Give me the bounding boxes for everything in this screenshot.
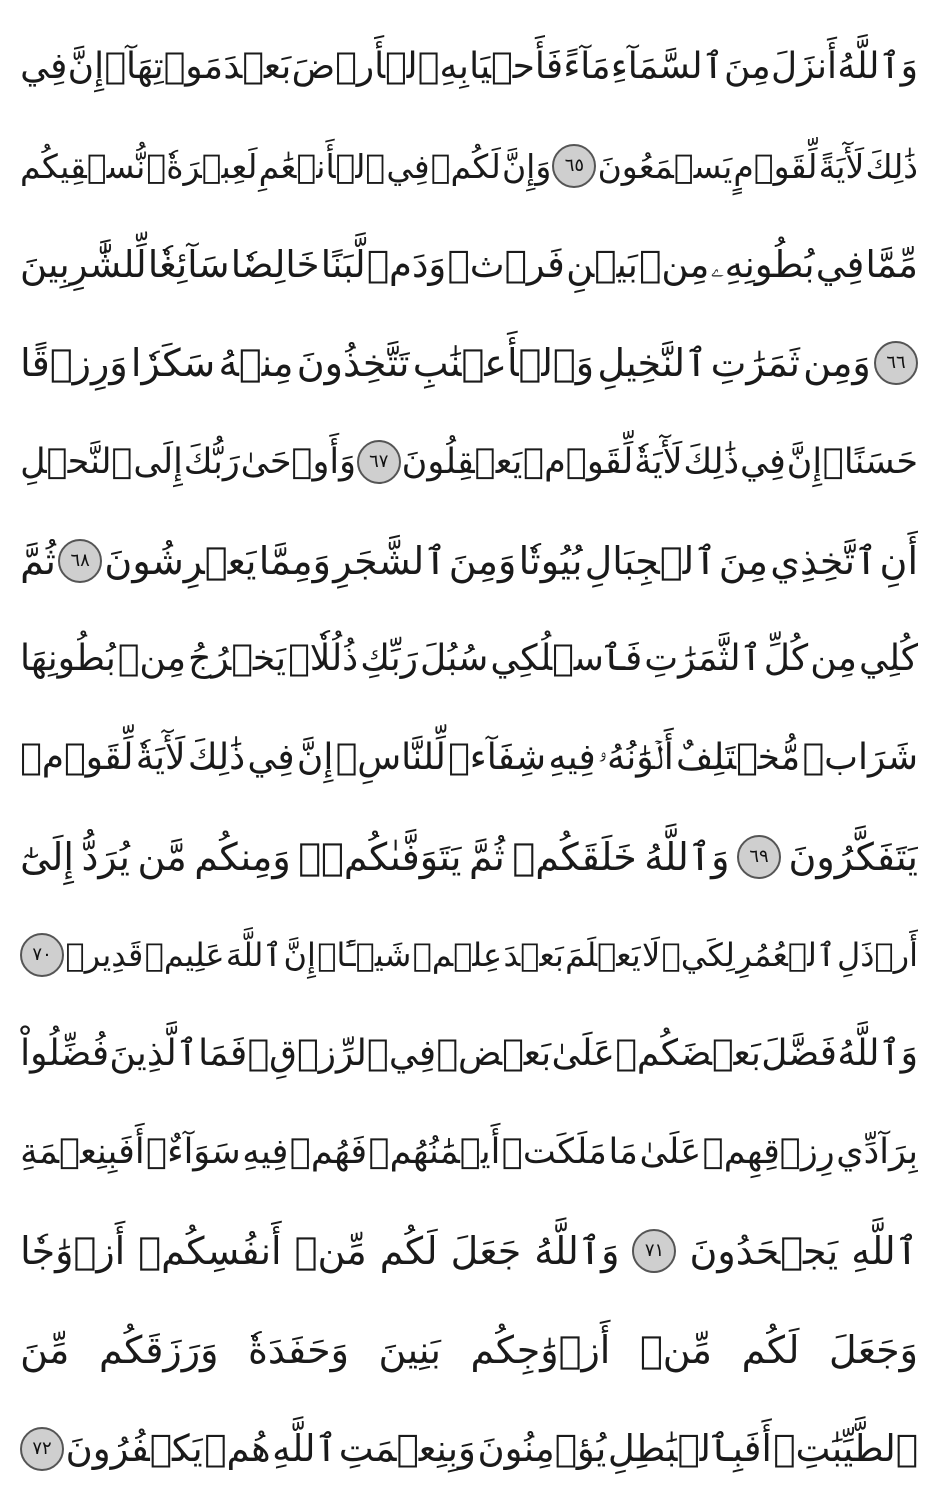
verse-line <box>20 1005 918 1104</box>
verse-word: وَٱللَّهُ <box>837 46 918 88</box>
verse-word: بَنِينَ <box>378 1328 441 1373</box>
verse-word: لَأٓيَةً <box>818 146 865 186</box>
verse-word: ٱلَّذِينَ <box>109 1033 198 1075</box>
verse-word: ثَمَرَٰتِ <box>710 341 800 386</box>
ayah-number-marker: ٦٥ <box>552 144 596 188</box>
verse-word: مَا <box>608 1132 638 1173</box>
verse-word: شِفَآءٞ <box>448 737 547 779</box>
verse-word: ٱلنَّحۡلِ <box>20 441 133 482</box>
verse-word: بَعۡضٖ <box>436 1033 552 1075</box>
verse-word: يَعۡقِلُونَ <box>401 441 523 482</box>
verse-word: فِي <box>20 46 68 88</box>
verse-word: إِلَىٰٓ <box>20 834 74 879</box>
verse-word: مِنَ <box>718 538 768 583</box>
verse-word: إِلَى <box>133 441 183 482</box>
ayah-number-marker: ٦٧ <box>357 440 401 484</box>
verse-word: وَحَفَدَةٗ <box>248 1328 349 1373</box>
verse-word: لَعِبۡرَةٗۖ <box>146 146 258 186</box>
verse-word: بِرَآدِّي <box>836 1132 918 1173</box>
ayah-number-marker: ٦٦ <box>874 341 918 385</box>
verse-word: يَجۡحَدُونَ <box>689 1229 839 1274</box>
verse-word: فِي <box>247 737 295 779</box>
verse-word: رَبُّكَ <box>183 441 240 482</box>
verse-word: لَكُم <box>379 1229 438 1274</box>
verse-word: أَفَبِنِعۡمَةِ <box>20 1132 145 1173</box>
verse-word: مُّخۡتَلِفٌ <box>676 737 801 779</box>
verse-line <box>20 18 918 117</box>
verse-lines <box>20 18 918 1498</box>
verse-line <box>20 1399 918 1498</box>
verse-word: ٱلسَّمَآءِ <box>610 46 724 88</box>
verse-word: مِنَ <box>724 46 771 88</box>
verse-word: وَجَعَلَ <box>829 1328 918 1373</box>
verse-word: رَبِّكِ <box>360 638 418 680</box>
verse-word: فَرۡثٖ <box>447 243 565 287</box>
verse-word: أَزۡوَٰجِكُم <box>470 1328 611 1373</box>
verse-word: يَعۡرِشُونَ <box>104 538 257 583</box>
verse-word: لَأٓيَةٗ <box>135 737 186 779</box>
verse-word: فِيهِ <box>548 737 596 779</box>
verse-word: مِّنۡ <box>294 1229 367 1274</box>
verse-word: فِي <box>386 146 430 186</box>
verse-word: تَتَّخِذُونَ <box>296 341 410 386</box>
verse-word: سَكَرٗا <box>130 341 216 386</box>
verse-line <box>20 906 918 1005</box>
verse-line <box>20 1301 918 1400</box>
verse-word: مِن <box>810 638 857 680</box>
verse-word: ٱلرِّزۡقِۚ <box>247 1033 389 1075</box>
verse-word: إِنَّ <box>296 737 334 779</box>
verse-word: ذَٰلِكَ <box>187 737 246 779</box>
verse-word: مِنۡهُ <box>218 341 294 386</box>
verse-word: مَلَكَتۡ <box>501 1132 607 1173</box>
verse-word: أَنزَلَ <box>770 46 838 88</box>
verse-word: وَأَوۡحَىٰ <box>240 441 356 482</box>
verse-word: فِي <box>739 441 786 482</box>
verse-word: ٱلطَّيِّبَٰتِۚ <box>773 1427 918 1471</box>
verse-word: عَلِيمٞ <box>144 936 225 975</box>
verse-word: مِّنَ <box>20 1328 70 1373</box>
verse-line <box>20 511 918 610</box>
verse-word: وَدَمٖ <box>366 243 447 287</box>
verse-word: وَمِنكُم <box>194 834 291 879</box>
verse-word: قَدِيرٞ <box>65 936 144 975</box>
verse-word: أَفَبِٱلۡبَٰطِلِ <box>607 1427 772 1471</box>
verse-word: فُضِّلُواْ <box>20 1033 110 1075</box>
verse-word: ٱلۡجِبَالِ <box>584 538 717 583</box>
verse-word: حَسَنًاۚ <box>822 441 918 482</box>
verse-word: ذَٰلِكَ <box>683 441 740 482</box>
verse-word: وَٱللَّهُ <box>644 834 730 879</box>
verse-word: مِنۢ <box>117 638 187 680</box>
verse-word: بُطُونِهَا <box>20 638 116 680</box>
verse-word: وَرِزۡقًا <box>20 341 128 386</box>
verse-word: شَيۡـًٔاۚ <box>317 936 412 975</box>
verse-word: وَإِنَّ <box>501 146 552 186</box>
verse-word: عَلَىٰ <box>551 1033 615 1075</box>
verse-word: يُرَدُّ <box>81 834 130 879</box>
verse-word: بَعۡضَكُمۡ <box>615 1033 761 1075</box>
verse-word: سَوَآءٌۚ <box>146 1132 241 1173</box>
verse-word: أَلۡوَٰنُهُۥ <box>597 737 674 779</box>
verse-word: كُلِي <box>858 638 918 680</box>
verse-word: فَضَّلَ <box>761 1033 837 1075</box>
verse-word: أَزۡوَٰجٗا <box>20 1229 126 1274</box>
verse-word: أَنِ <box>879 538 918 583</box>
verse-word: لِّقَوۡمٍ <box>733 146 818 186</box>
verse-word: نُّسۡقِيكُم <box>20 146 146 186</box>
verse-word: لَّبَنًا <box>320 243 366 287</box>
verse-word: خَالِصٗا <box>230 243 320 287</box>
ayah-number-marker: ٧٠ <box>20 933 64 977</box>
verse-line <box>20 709 918 808</box>
verse-word: بَعۡدَ <box>503 936 564 975</box>
verse-word: وَٱللَّهُ <box>534 1229 620 1274</box>
verse-word: بِهِ <box>439 46 469 88</box>
verse-word: ٱللَّهِ <box>851 1229 918 1274</box>
ayah-number-marker: ٧١ <box>632 1229 676 1273</box>
verse-word: يَسۡمَعُونَ <box>597 146 733 186</box>
verse-word: ٱلشَّجَرِ <box>333 538 447 583</box>
verse-word: شَرَابٞ <box>802 737 918 779</box>
verse-word: فَهُمۡ <box>289 1132 368 1173</box>
ayah-number-marker: ٧٢ <box>20 1427 64 1471</box>
verse-word: لَا <box>641 936 661 975</box>
verse-word: خَلَقَكُمۡ <box>512 834 637 879</box>
verse-word: وَٱللَّهُ <box>837 1033 918 1075</box>
verse-word: رِزۡقِهِمۡ <box>702 1132 835 1173</box>
verse-word: مِّنۡ <box>639 1328 713 1373</box>
verse-word: بُيُوتٗا <box>518 538 583 583</box>
verse-word: وَمِنَ <box>448 538 517 583</box>
verse-word: جَعَلَ <box>450 1229 522 1274</box>
verse-line <box>20 1202 918 1301</box>
verse-word: مَآءً <box>563 46 611 88</box>
verse-word: كُلِّ <box>763 638 809 680</box>
verse-word: فِيهِ <box>242 1132 289 1173</box>
verse-word: ٱلۡعُمُرِ <box>736 936 836 975</box>
verse-word: ٱللَّهَ <box>225 936 283 975</box>
verse-word: ٱلثَّمَرَٰتِ <box>644 638 762 680</box>
verse-word: فِي <box>388 1033 437 1075</box>
verse-word: وَبِنِعۡمَتِ <box>338 1427 476 1471</box>
verse-word: مَوۡتِهَآۚ <box>104 46 224 88</box>
verse-word: ثُمَّ <box>20 538 56 583</box>
verse-word: مَّن <box>137 834 187 879</box>
verse-word: أَنفُسِكُمۡ <box>138 1229 282 1274</box>
verse-word: وَمِمَّا <box>258 538 331 583</box>
verse-line <box>20 215 918 314</box>
verse-line <box>20 314 918 413</box>
verse-word: إِنَّ <box>786 441 823 482</box>
verse-word: بُطُونِهِۦ <box>710 243 815 287</box>
verse-word: فَمَا <box>198 1033 248 1075</box>
verse-word: سُبُلَ <box>420 638 489 680</box>
verse-word: عَلَىٰ <box>639 1132 702 1173</box>
verse-word: أَرۡذَلِ <box>836 936 918 975</box>
verse-word: يَتَفَكَّرُونَ <box>788 834 918 879</box>
verse-word: لِّقَوۡمٖ <box>20 737 134 779</box>
verse-word: يَعۡلَمَ <box>565 936 641 975</box>
verse-word: وَمِن <box>803 341 871 386</box>
verse-word: بَعۡدَ <box>223 46 292 88</box>
verse-word: لِّلنَّاسِۚ <box>335 737 446 779</box>
verse-word: فِي <box>815 243 865 287</box>
verse-word: يَتَوَفَّىٰكُمۡۚ <box>298 834 462 879</box>
verse-word: يَخۡرُجُ <box>188 638 287 680</box>
ayah-number-marker: ٦٩ <box>737 835 781 879</box>
verse-word: يُؤۡمِنُونَ <box>477 1427 607 1471</box>
verse-line <box>20 610 918 709</box>
verse-word: لِّلشَّٰرِبِينَ <box>20 243 147 287</box>
verse-word: ذُلُلٗاۚ <box>288 638 359 680</box>
verse-word: ٱتَّخِذِي <box>770 538 878 583</box>
verse-word: فَأَحۡيَا <box>469 46 564 88</box>
verse-word: هُمۡ <box>204 1427 271 1471</box>
ayah-number-marker: ٦٨ <box>58 539 102 583</box>
verse-word: لَكُم <box>741 1328 800 1373</box>
verse-word: لِّقَوۡمٖ <box>523 441 634 482</box>
verse-word: سَآئِغٗا <box>147 243 230 287</box>
verse-word: مِّمَّا <box>865 243 918 287</box>
verse-word: ثُمَّ <box>468 834 505 879</box>
verse-word: يَكۡفُرُونَ <box>65 1427 203 1471</box>
verse-word: ٱلنَّخِيلِ <box>597 341 708 386</box>
verse-word: ٱلۡأَرۡضَ <box>291 46 440 88</box>
verse-word: وَٱلۡأَعۡنَٰبِ <box>412 341 595 386</box>
verse-word: لِكَيۡ <box>661 936 735 975</box>
verse-word: فَٱسۡلُكِي <box>490 638 643 680</box>
verse-line <box>20 117 918 216</box>
verse-word: ذَٰلِكَ <box>865 146 918 186</box>
verse-word: إِنَّ <box>67 46 105 88</box>
verse-word: مِنۢ <box>639 243 710 287</box>
verse-word: أَيۡمَٰنُهُمۡ <box>368 1132 501 1173</box>
verse-word: عِلۡمٖ <box>412 936 503 975</box>
verse-line <box>20 1103 918 1202</box>
verse-word: وَرَزَقَكُم <box>98 1328 219 1373</box>
verse-word: بَيۡنِ <box>566 243 638 287</box>
verse-word: لَأٓيَةٗ <box>634 441 683 482</box>
verse-word: لَكُمۡ <box>430 146 501 186</box>
verse-line <box>20 807 918 906</box>
verse-word: ٱلۡأَنۡعَٰمِ <box>258 146 386 186</box>
verse-word: إِنَّ <box>283 936 316 975</box>
verse-line <box>20 413 918 512</box>
verse-word: ٱللَّهِ <box>272 1427 338 1471</box>
